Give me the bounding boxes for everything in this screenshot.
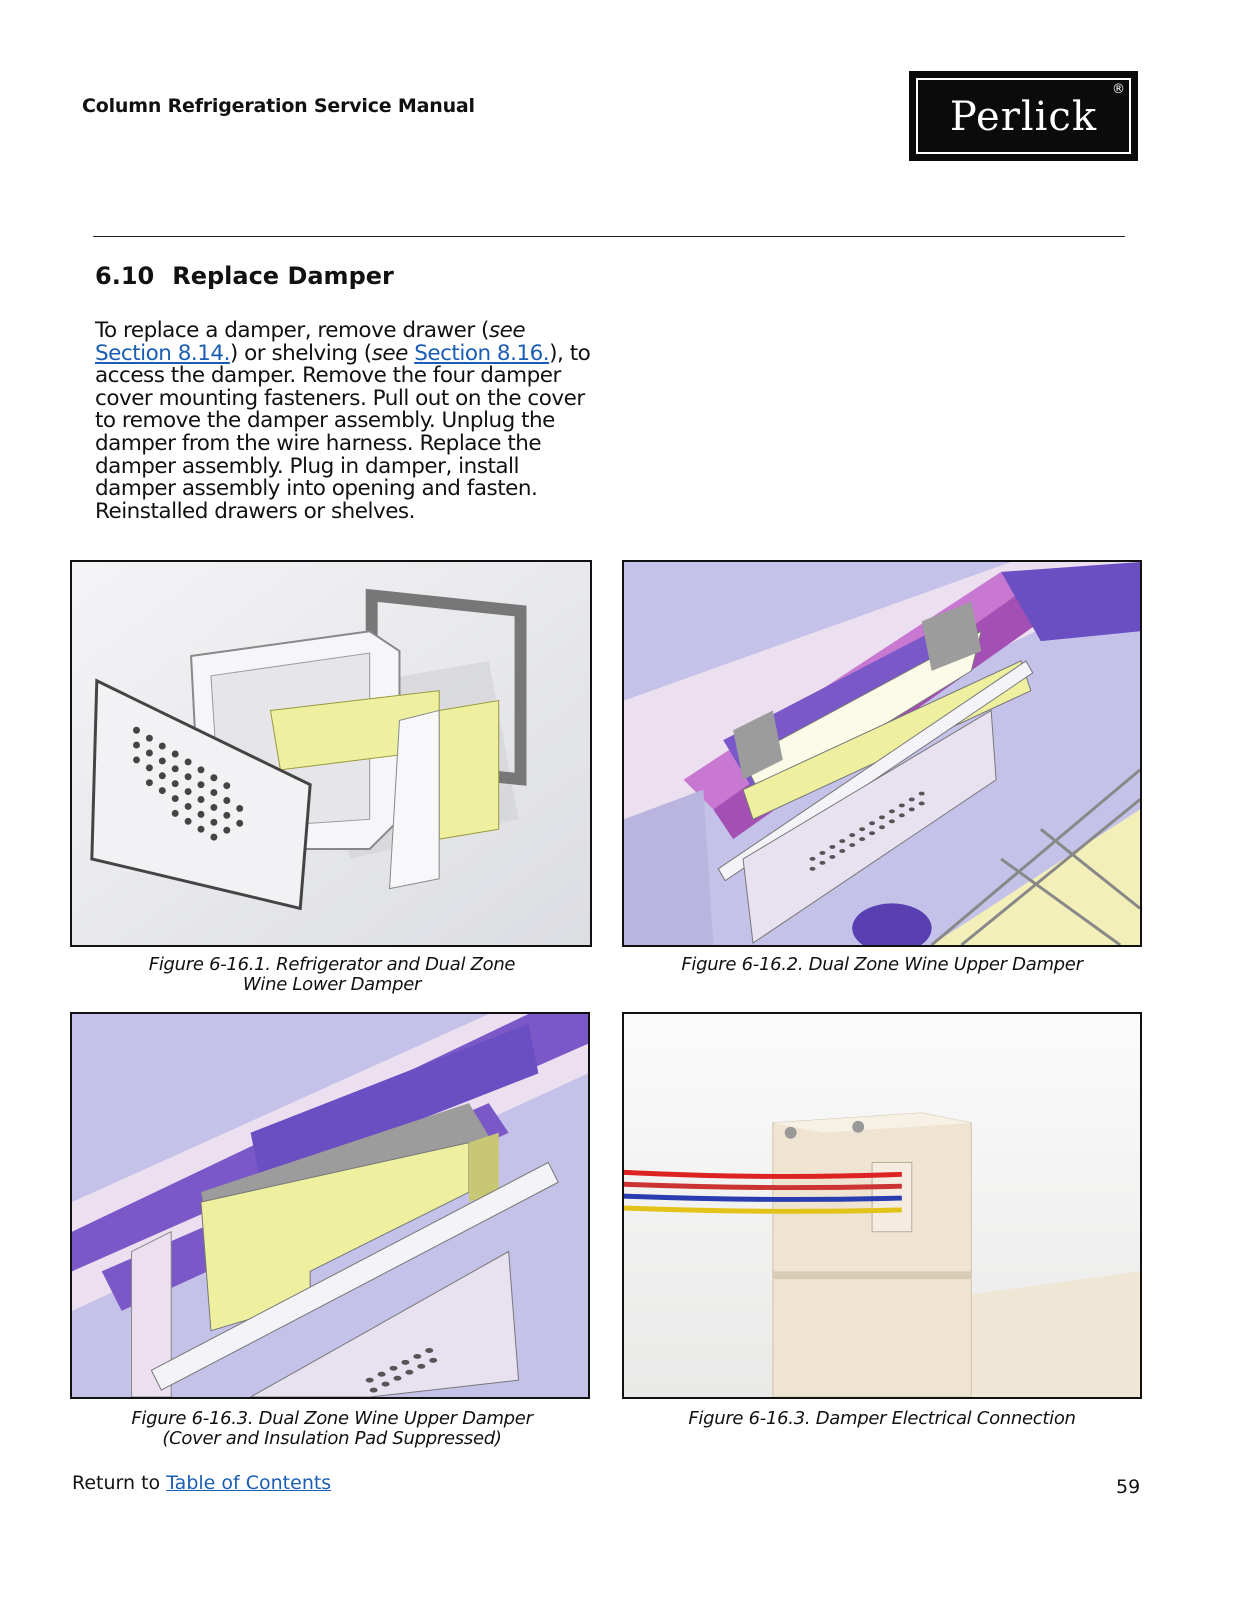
return-prefix: Return to: [72, 1472, 161, 1494]
registered-mark: ®: [1112, 82, 1125, 97]
header-divider: [93, 236, 1125, 237]
logo-wordmark: Perlick: [949, 94, 1098, 140]
caption-line: Figure 6-16.1. Refrigerator and Dual Zone: [148, 954, 516, 975]
caption-line: Wine Lower Damper: [242, 974, 422, 995]
table-of-contents-link[interactable]: Table of Contents: [166, 1472, 332, 1494]
section-heading: [95, 262, 394, 290]
section-title: Replace Damper: [172, 262, 394, 290]
perlick-logo: [909, 71, 1138, 161]
figure-4-caption: [642, 1409, 1122, 1429]
figure-3-caption: [92, 1409, 572, 1449]
paragraph-text: ), to access the damper. Remove the four damper cover mounting fasteners. Pull out on the cover to remove the damper assembly. Unplug the damper from the wire harness. Replace the damper assembly. Plug in damper, install damper assembly into opening and fasten. Reinstalled drawers or shelves.: [95, 340, 591, 524]
instructions-paragraph: [95, 320, 600, 523]
section-8-14-link[interactable]: Section 8.14.: [95, 340, 230, 366]
caption-line: Figure 6-16.2. Dual Zone Wine Upper Damper: [681, 954, 1083, 975]
figure-upper-damper-image: [622, 560, 1142, 947]
manual-title: Column Refrigeration Service Manual: [82, 95, 475, 117]
figure-1-caption: [92, 955, 572, 995]
figure-2-caption: [642, 955, 1122, 975]
see-text: see: [371, 340, 408, 366]
caption-line: (Cover and Insulation Pad Suppressed): [162, 1428, 502, 1449]
footer-return: [72, 1472, 331, 1494]
paragraph-text: ) or shelving (: [229, 340, 372, 366]
page-number: 59: [1116, 1476, 1141, 1498]
caption-line: Figure 6-16.3. Dual Zone Wine Upper Damper: [131, 1408, 533, 1429]
see-text: see: [488, 318, 526, 343]
section-number: 6.10: [95, 262, 155, 290]
caption-line: Figure 6-16.3. Damper Electrical Connection: [688, 1408, 1076, 1429]
figure-upper-damper-suppressed-image: [70, 1012, 590, 1399]
section-8-16-link[interactable]: Section 8.16.: [414, 340, 550, 366]
paragraph-text: To replace a damper, remove drawer (: [95, 318, 489, 343]
figure-lower-damper-image: [70, 560, 592, 947]
figure-electrical-connection-image: [622, 1012, 1142, 1399]
